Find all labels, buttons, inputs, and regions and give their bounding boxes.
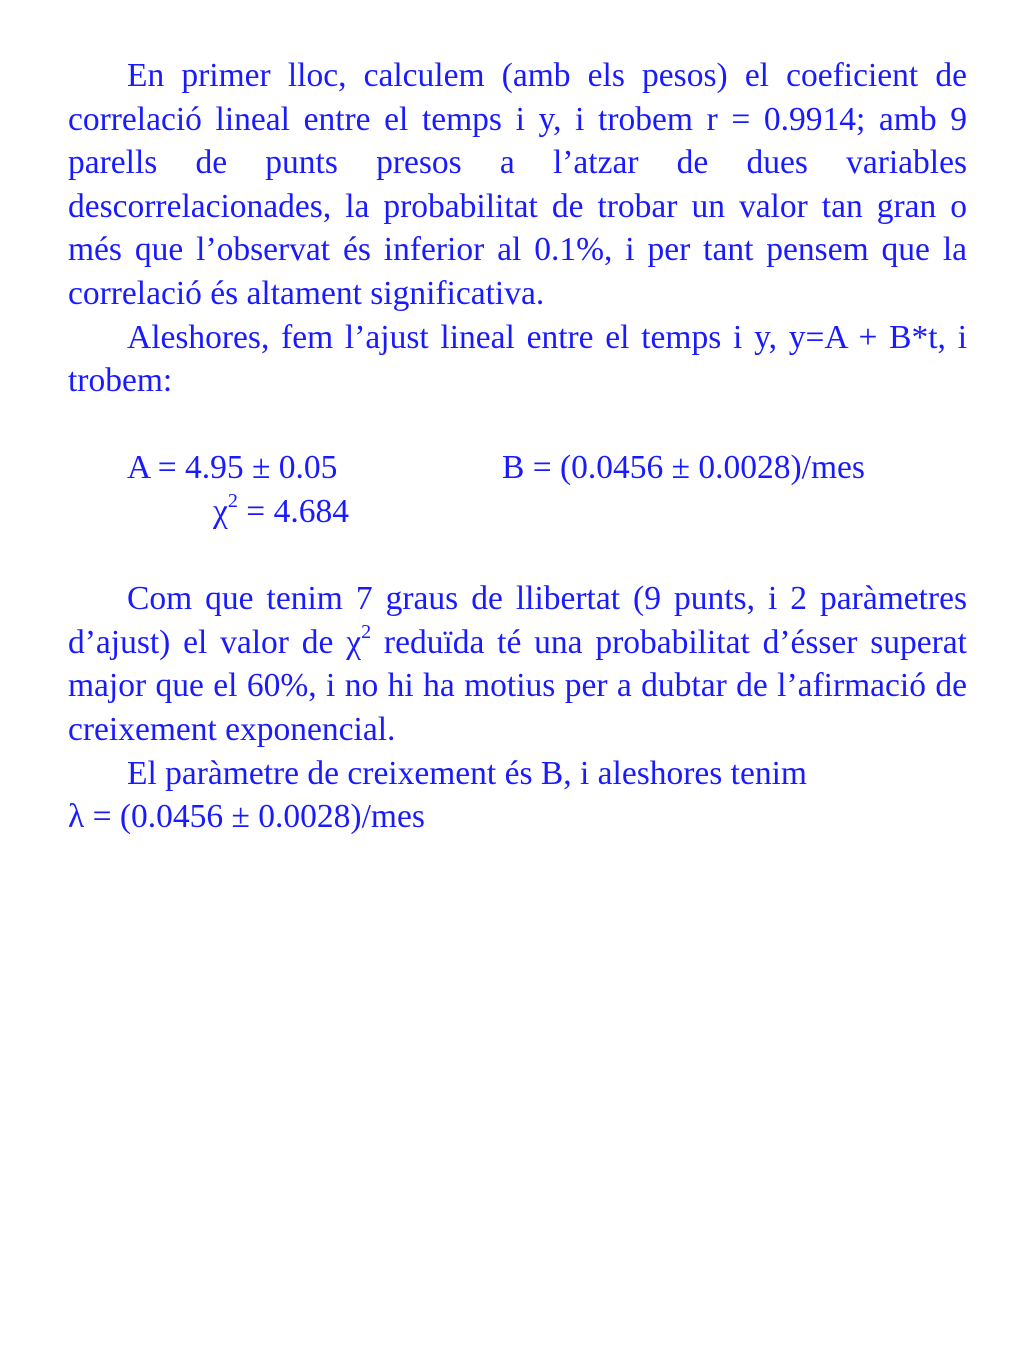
equation-a: A = 4.95 ± 0.05 <box>127 449 338 487</box>
paragraph-growth-parameter: El paràmetre de creixement és B, i aleshores tenim <box>127 754 807 792</box>
spacer <box>68 403 967 447</box>
document-page <box>68 54 967 839</box>
chi-exponent: 2 <box>227 489 238 512</box>
chi-symbol: χ <box>213 492 228 530</box>
paragraph-degrees-of-freedom <box>68 577 967 751</box>
paragraph-text-before: Com que tenim 7 graus de llibertat (9 punts, i 2 paràmetres d’ajust) el valor de <box>68 580 967 661</box>
chi-exponent-inline: 2 <box>361 620 372 643</box>
equation-lambda: λ = (0.0456 ± 0.0028)/mes <box>68 798 425 836</box>
equation-chi-squared <box>213 490 349 534</box>
equation-row-parameters <box>68 446 967 490</box>
chi-value: = 4.684 <box>237 492 349 530</box>
paragraph-correlation: En primer lloc, calculem (amb els pesos) el coeficient de correlació lineal entre el temps i y, i trobem r = 0.9914; amb 9 parells de punts presos a l’atzar de dues variables descorrelacionades, la probabilitat de trobar un valor tan gran o més que l’observat és inferior al 0.1%, i per tant pensem que la correlació és altament significativa. <box>68 57 967 312</box>
spacer <box>68 534 967 578</box>
paragraph-linear-fit: Aleshores, fem l’ajust lineal entre el temps i y, y=A + B*t, i trobem: <box>68 318 967 400</box>
chi-symbol-inline: χ <box>346 623 362 661</box>
paragraph-text-after: reduïda té una probabilitat d’ésser superat major que el 60%, i no hi ha motius per a dubtar de l’afirmació de creixement exponencial. <box>68 623 967 748</box>
equation-row-chi-squared <box>68 490 967 534</box>
equation-b: B = (0.0456 ± 0.0028)/mes <box>502 449 865 487</box>
